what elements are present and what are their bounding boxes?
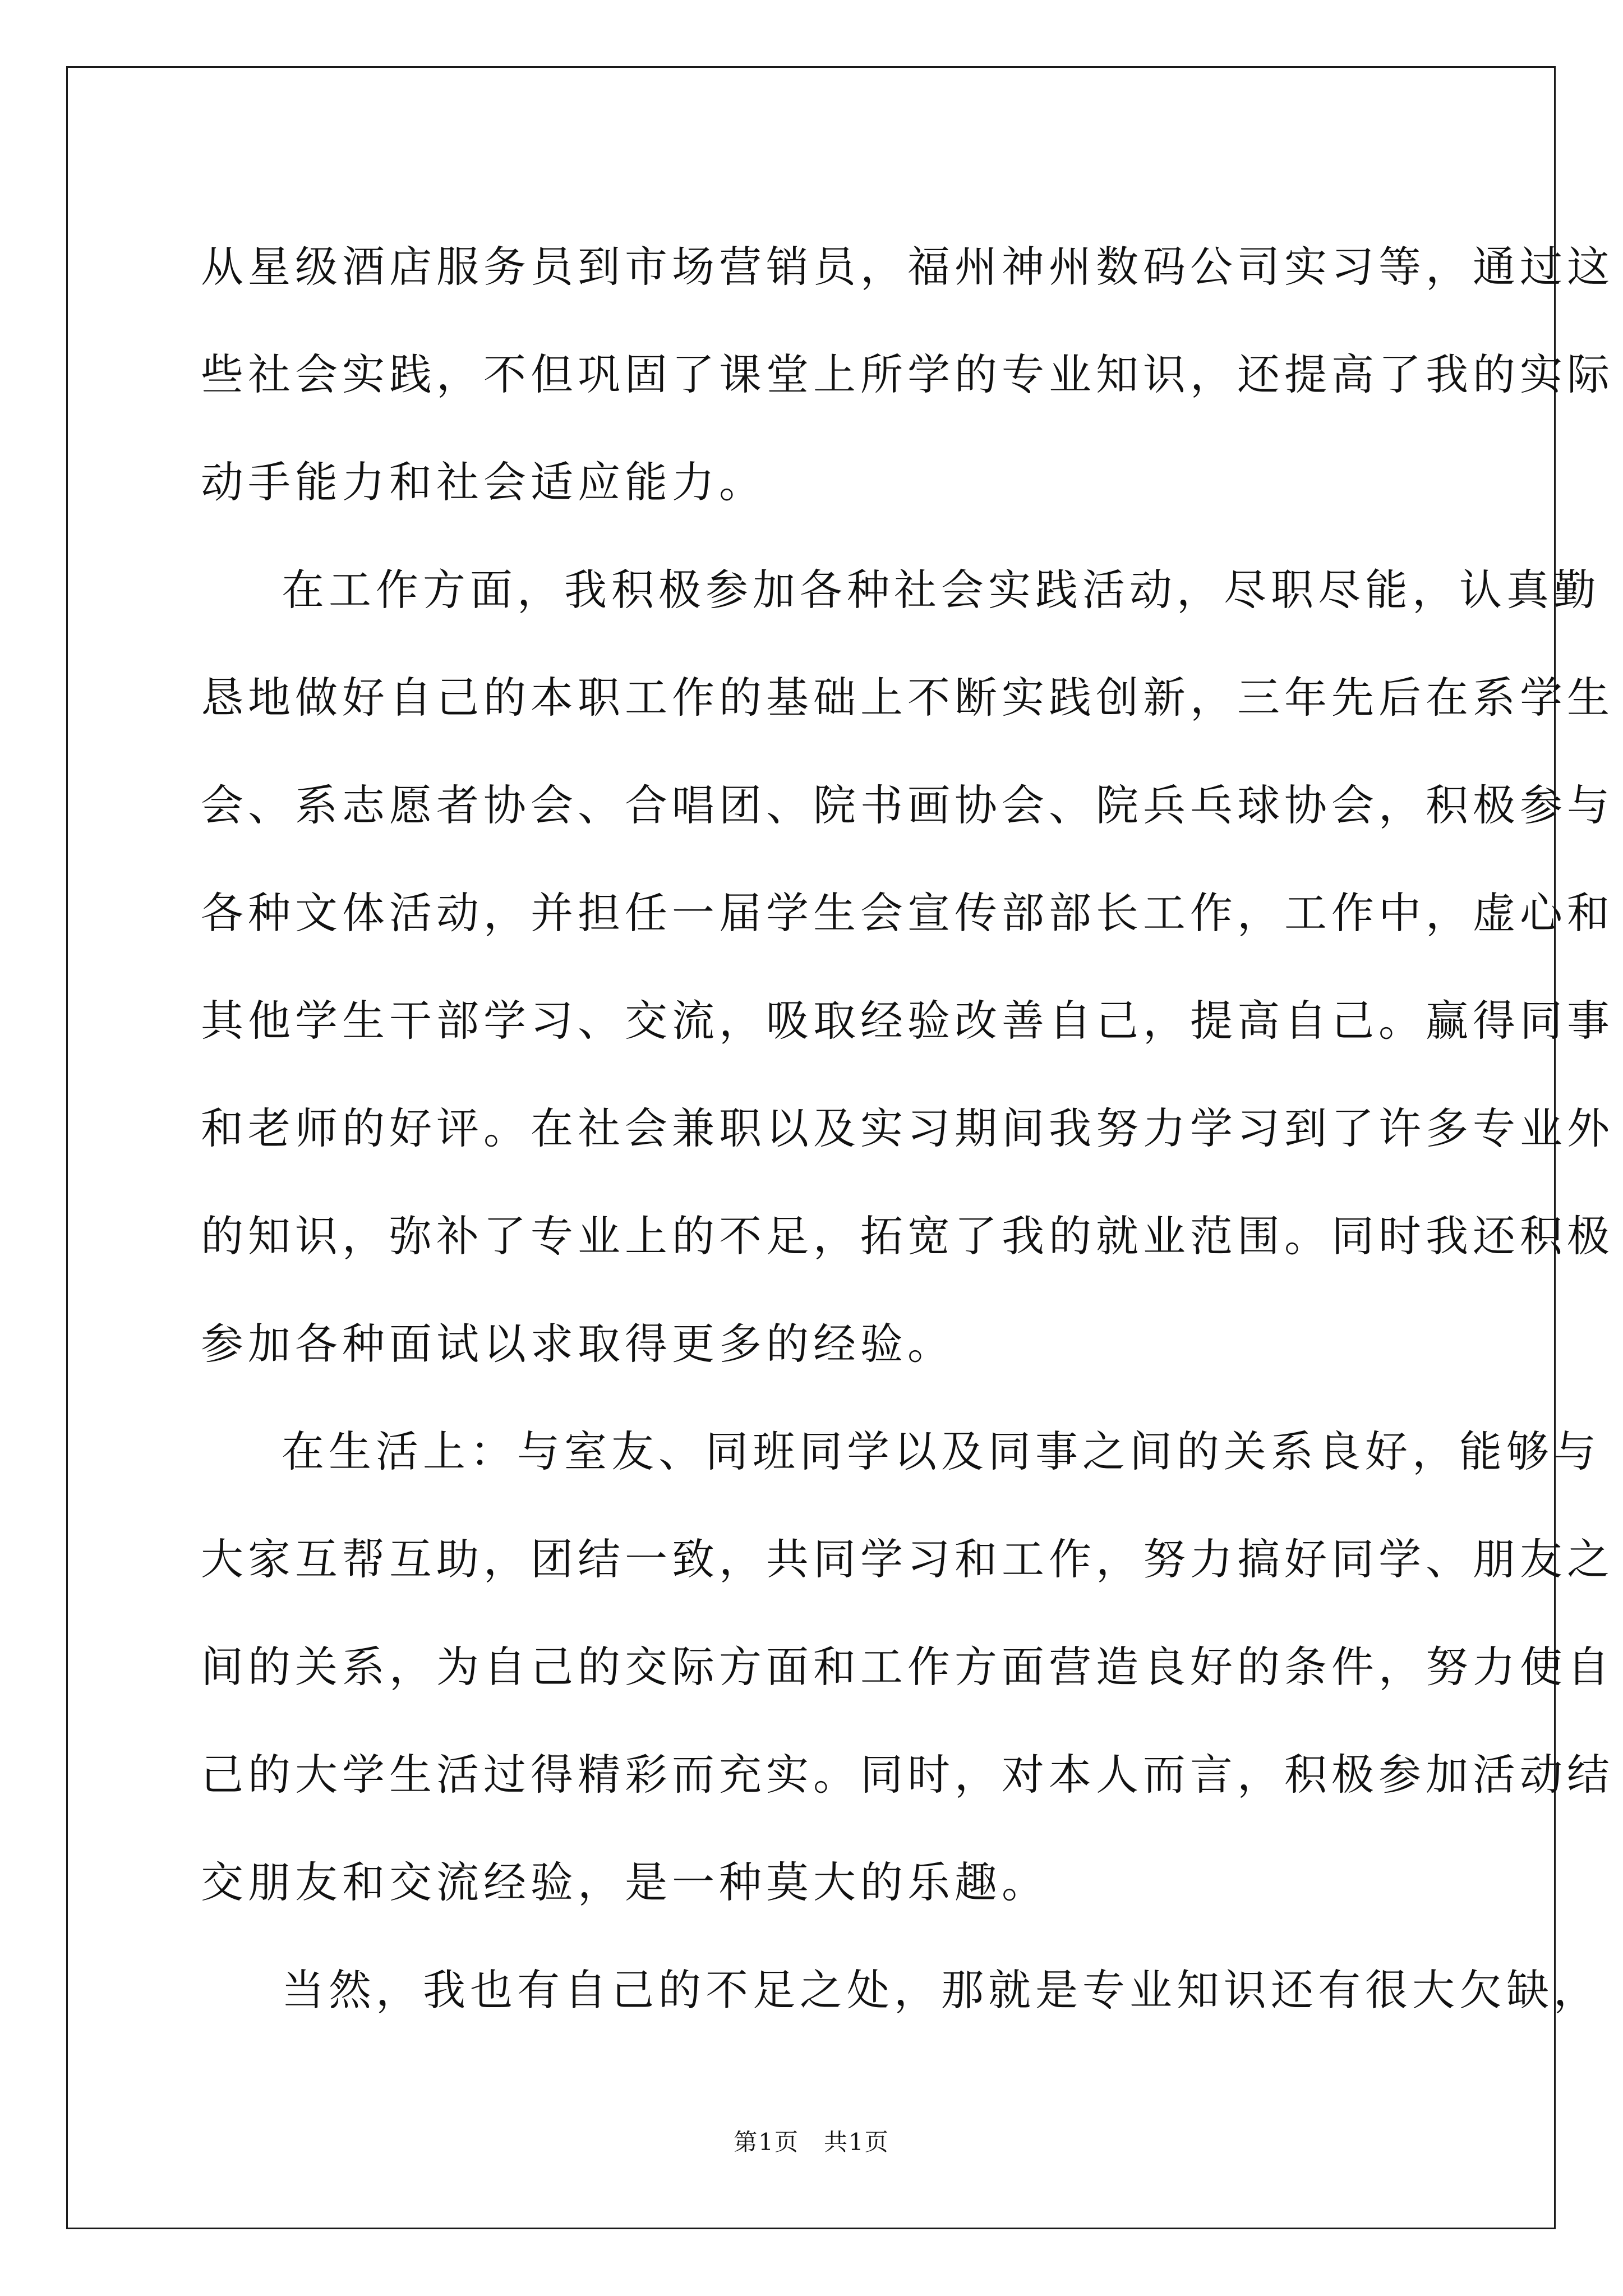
paragraph-line: 动手能力和社会适应能力。 xyxy=(201,457,766,507)
paragraph-line: 间的关系，为自己的交际方面和工作方面营造良好的条件，努力使自 xyxy=(201,1642,1614,1692)
paragraph-line: 和老师的好评。在社会兼职以及实习期间我努力学习到了许多专业外 xyxy=(201,1103,1614,1153)
paragraph-line: 其他学生干部学习、交流，吸取经验改善自己，提高自己。赢得同事 xyxy=(201,996,1614,1046)
paragraph-line: 大家互帮互助，团结一致，共同学习和工作，努力搞好同学、朋友之 xyxy=(201,1534,1614,1584)
paragraph-line: 在生活上：与室友、同班同学以及同事之间的关系良好，能够与 xyxy=(282,1427,1601,1476)
paragraph-line: 在工作方面，我积极参加各种社会实践活动，尽职尽能，认真勤 xyxy=(282,565,1601,615)
paragraph-line: 参加各种面试以求取得更多的经验。 xyxy=(201,1319,955,1369)
paragraph-line: 会、系志愿者协会、合唱团、院书画协会、院兵乓球协会，积极参与 xyxy=(201,780,1614,830)
page-number: 第1页 xyxy=(734,2128,799,2156)
page-footer xyxy=(0,2124,1623,2157)
paragraph-line: 交朋友和交流经验，是一种莫大的乐趣。 xyxy=(201,1857,1049,1907)
paragraph-line: 恳地做好自己的本职工作的基础上不断实践创新，三年先后在系学生 xyxy=(201,673,1614,723)
paragraph-line: 当然，我也有自己的不足之处，那就是专业知识还有很大欠缺， xyxy=(282,1965,1601,2015)
page-total: 共1页 xyxy=(824,2128,889,2156)
paragraph-line: 从星级酒店服务员到市场营销员，福州神州数码公司实习等，通过这 xyxy=(201,242,1614,292)
paragraph-line: 的知识，弥补了专业上的不足，拓宽了我的就业范围。同时我还积极 xyxy=(201,1211,1614,1261)
paragraph-line: 各种文体活动，并担任一届学生会宣传部部长工作，工作中，虚心和 xyxy=(201,888,1614,938)
paragraph-line: 己的大学生活过得精彩而充实。同时，对本人而言，积极参加活动结 xyxy=(201,1750,1614,1800)
document-body xyxy=(201,213,1614,2044)
paragraph-line: 些社会实践，不但巩固了课堂上所学的专业知识，还提高了我的实际 xyxy=(201,349,1614,399)
